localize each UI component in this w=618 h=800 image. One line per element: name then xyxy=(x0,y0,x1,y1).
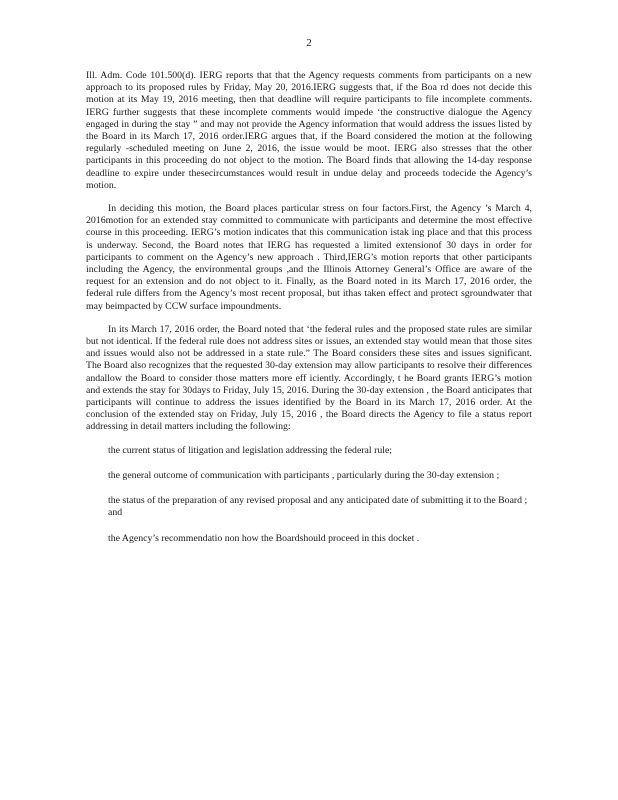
paragraph-order: In its March 17, 2016 order, the Board noted that ‘the federal rules and the proposed state rules are similar but not identical. If the federal rule does not address sites or issues, an extended stay would mean that those sites and issues would also not be addressed in a state rule.” The Board considers these sites and issues significant. The Board also recognizes that the requested 30-day extension may allow participants to resolve their differences andallow the Board to consider those matters more eff iciently. Accordingly, t he Board grants IERG’s motion and extends the stay for 30days to Friday, July 15, 2016. During the 30-day extension , the Board anticipates that participants will continue to address the issues identified by the Board in its March 17, 2016 order. At the conclusion of the extended stay on Friday, July 15, 2016 , the Board directs the Agency to file a status report addressing in detail matters including the following: xyxy=(86,323,532,433)
list-item: the status of the preparation of any revised proposal and any anticipated date of submitting it to the Board ; and xyxy=(108,495,528,519)
list-item: the Agency’s recommendatio non how the Boardshould proceed in this docket . xyxy=(108,532,420,544)
page-number: 2 xyxy=(306,37,312,49)
list-item: the current status of litigation and legislation addressing the federal rule; xyxy=(108,444,393,456)
document-body xyxy=(86,70,532,558)
status-report-list xyxy=(86,445,532,545)
list-item: the general outcome of communication with participants , particularly during the 30-day extension ; xyxy=(108,469,500,481)
paragraph-factors: In deciding this motion, the Board places particular stress on four factors.First, the Agency ’s March 4, 2016motion for an extended stay committed to communicate with participants and determine the most effective course in this proceeding. IERG’s motion indicates that this communication istak ing place and that this process is underway. Second, the Board notes that IERG has requested a limited extensionof 30 days in order for participants to comment on the Agency’s new approach . Third,IERG’s motion reports that other participants including the Agency, the environmental groups ,and the Illinois Attorney General’s Office are aware of the request for an extension and do not object to it. Finally, as the Board noted in its March 17, 2016 order, the federal rule differs from the Agency’s most recent proposal, but ithas taken effect and protect sgroundwater that may beimpacted by CCW surface impoundments. xyxy=(86,203,532,312)
paragraph-continuation: Ill. Adm. Code 101.500(d). IERG reports that that the Agency requests comments from participants on a new approach to its proposed rules by Friday, May 20, 2016.IERG suggests that, if the Boa rd does not decide this motion at its May 19, 2016 meeting, then that deadline will require participants to file incomplete comments. IERG further suggests that these incomplete comments would impede ‘the constructive dialogue the Agency engaged in during the stay ” and may not provide the Agency information that would address the issues listed by the Board in its March 17, 2016 order.IERG argues that, if the Board considered the motion at the following regularly -scheduled meeting on June 2, 2016, the issue would be moot. IERG also stresses that the other participants in this proceeding do not object to the motion. The Board finds that allowing the 14-day response deadline to expire under thesecircumstances would result in undue delay and proceeds todecide the Agency’s motion. xyxy=(86,70,532,191)
